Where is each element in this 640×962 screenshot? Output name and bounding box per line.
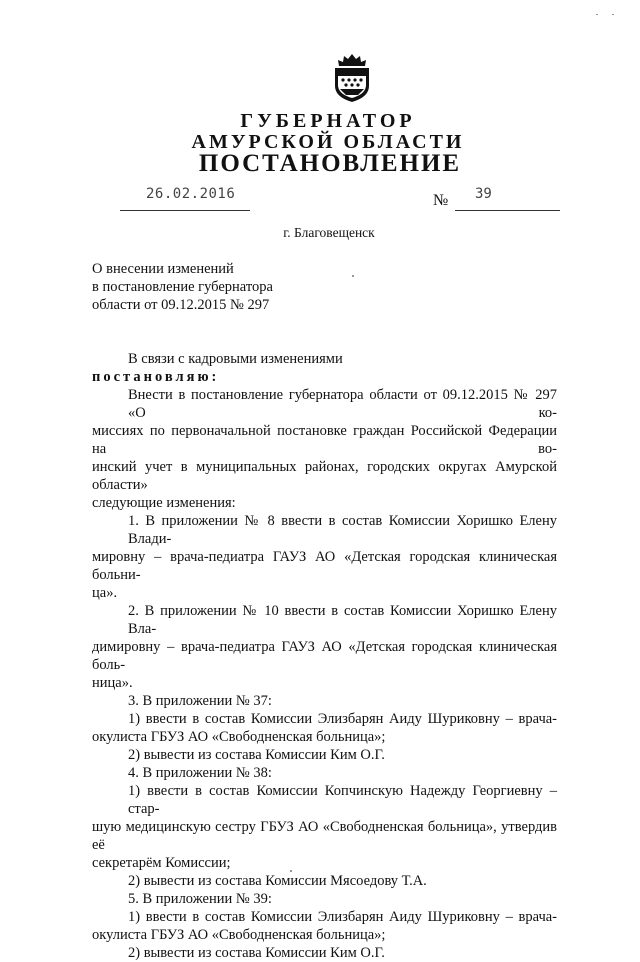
city-line: г. Благовещенск bbox=[283, 225, 375, 240]
document-number: 39 bbox=[475, 186, 492, 202]
body-line: 1) ввести в состав Комиссии Копчинскую Надежду Георгиевну – стар- bbox=[128, 783, 557, 817]
body-line: окулиста ГБУЗ АО «Свободненская больница»; bbox=[92, 729, 386, 745]
number-field bbox=[455, 186, 560, 211]
document-date: 26.02.2016 bbox=[146, 186, 236, 202]
scan-speck bbox=[352, 275, 354, 277]
body-line: 4. В приложении № 38: bbox=[128, 765, 272, 781]
scan-speck bbox=[596, 14, 598, 15]
body-line: димировну – врача-педиатра ГАУЗ АО «Детская городская клиническая боль- bbox=[92, 639, 557, 673]
body-line: 1) ввести в состав Комиссии Элизбарян Аиду Шуриковну – врача- bbox=[128, 909, 557, 925]
body-line: ца». bbox=[92, 585, 118, 601]
body-line: секретарём Комиссии; bbox=[92, 855, 231, 871]
coat-of-arms-icon bbox=[330, 53, 374, 103]
body-line: миссиях по первоначальной постановке граждан Российской Федерации на во- bbox=[92, 423, 557, 457]
body-line: 2. В приложении № 10 ввести в состав Комиссии Хоришко Елену Вла- bbox=[128, 603, 557, 637]
body-line: ница». bbox=[92, 675, 133, 691]
body-line: 2) вывести из состава Комиссии Ким О.Г. bbox=[128, 945, 385, 961]
document-type-title: ПОСТАНОВЛЕНИЕ bbox=[198, 150, 462, 177]
body-line: инский учет в муниципальных районах, городских округах Амурской области» bbox=[92, 459, 557, 493]
body-line: 1) ввести в состав Комиссии Элизбарян Аиду Шуриковну – врача- bbox=[128, 711, 557, 727]
scan-speck bbox=[290, 870, 292, 872]
body-line: 2) вывести из состава Комиссии Мясоедову Т.А. bbox=[128, 873, 427, 889]
decree-body bbox=[92, 350, 557, 962]
body-line: 5. В приложении № 39: bbox=[128, 891, 272, 907]
body-line: Внести в постановление губернатора области от 09.12.2015 № 297 «О ко- bbox=[128, 387, 557, 421]
subject-line: в постановление губернатора bbox=[92, 279, 273, 295]
subject-line: О внесении изменений bbox=[92, 261, 234, 277]
date-field bbox=[120, 186, 250, 211]
subject-line: области от 09.12.2015 № 297 bbox=[92, 297, 270, 313]
number-sign: № bbox=[433, 192, 449, 209]
body-line: следующие изменения: bbox=[92, 495, 236, 511]
subject-block bbox=[92, 260, 273, 314]
header-title: ГУБЕРНАТОР bbox=[240, 110, 416, 132]
body-line: В связи с кадровыми изменениями bbox=[128, 351, 343, 367]
scan-speck bbox=[612, 14, 614, 15]
header-region: АМУРСКОЙ ОБЛАСТИ bbox=[191, 131, 465, 153]
body-line: окулиста ГБУЗ АО «Свободненская больница»; bbox=[92, 927, 386, 943]
body-line: мировну – врача-педиатра ГАУЗ АО «Детская городская клиническая больни- bbox=[92, 549, 557, 583]
body-line: 1. В приложении № 8 ввести в состав Комиссии Хоришко Елену Влади- bbox=[128, 513, 557, 547]
body-line: 2) вывести из состава Комиссии Ким О.Г. bbox=[128, 747, 385, 763]
body-line: шую медицинскую сестру ГБУЗ АО «Свободненская больница», утвердив её bbox=[92, 819, 557, 853]
body-line: 3. В приложении № 37: bbox=[128, 693, 272, 709]
resolve-word: постановляю: bbox=[92, 369, 220, 385]
